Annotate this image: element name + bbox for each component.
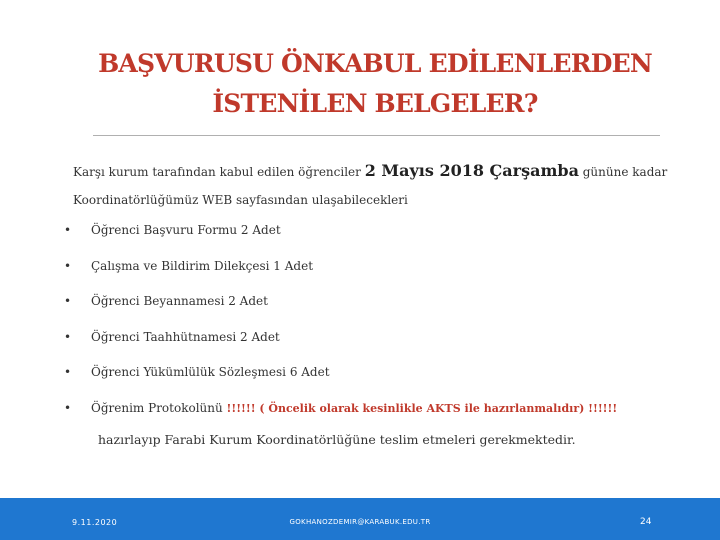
bullet-icon: • (64, 258, 72, 273)
intro-text-after: gününe kadar (578, 165, 668, 179)
list-item-text: Öğrenci Yükümlülük Sözleşmesi 6 Adet (91, 365, 330, 379)
list-item (60, 255, 700, 291)
list-item-text-main: Öğrenim Protokolünü (91, 400, 227, 415)
bullet-icon: • (64, 294, 72, 308)
akts-warning: !!!!!! ( Öncelik olarak kesinlikle AKTS ile hazırlanmalıdır) !!!!!! (226, 401, 618, 415)
list-item-text: Çalışma ve Bildirim Dilekçesi 1 Adet (91, 258, 314, 273)
closing-sentence: hazırlayıp Farabi Kurum Koordinatörlüğüne teslim etmeleri gerekmektedir. (98, 432, 576, 447)
footer-email: GOKHANOZDEMIR@KARABUK.EDU.TR (289, 518, 431, 526)
footer-date: 9.11.2020 (72, 518, 118, 527)
bullet-icon: • (64, 400, 72, 415)
list-item-text (91, 397, 617, 420)
intro-text-before: Karşı kurum tarafından kabul edilen öğrenciler (73, 165, 365, 179)
list-item (60, 326, 700, 362)
intro-date-emphasis: 2 Mayıs 2018 Çarşamba (364, 161, 579, 180)
list-item (60, 361, 700, 397)
footer-bar (0, 498, 720, 540)
intro-line-1 (73, 157, 693, 186)
intro-paragraph (73, 157, 693, 214)
list-item-text: Öğrenci Taahhütnamesi 2 Adet (91, 329, 280, 344)
list-item (60, 290, 700, 326)
document-list (60, 219, 700, 432)
title-line-2: İSTENİLEN BELGELER? (212, 89, 538, 118)
bullet-icon: • (64, 365, 72, 379)
list-item (60, 219, 700, 255)
title-line-1: BAŞVURUSU ÖNKABUL EDİLENLERDEN (98, 49, 652, 78)
bullet-icon: • (64, 329, 72, 344)
page-number: 24 (640, 517, 652, 527)
title-divider (93, 135, 660, 136)
bullet-icon: • (64, 223, 72, 237)
list-item-text: Öğrenci Başvuru Formu 2 Adet (91, 223, 281, 237)
list-item (60, 397, 700, 433)
list-item-text: Öğrenci Beyannamesi 2 Adet (91, 294, 268, 308)
slide-title (60, 44, 690, 124)
intro-line-2: Koordinatörlüğümüz WEB sayfasından ulaşabilecekleri (73, 193, 408, 207)
